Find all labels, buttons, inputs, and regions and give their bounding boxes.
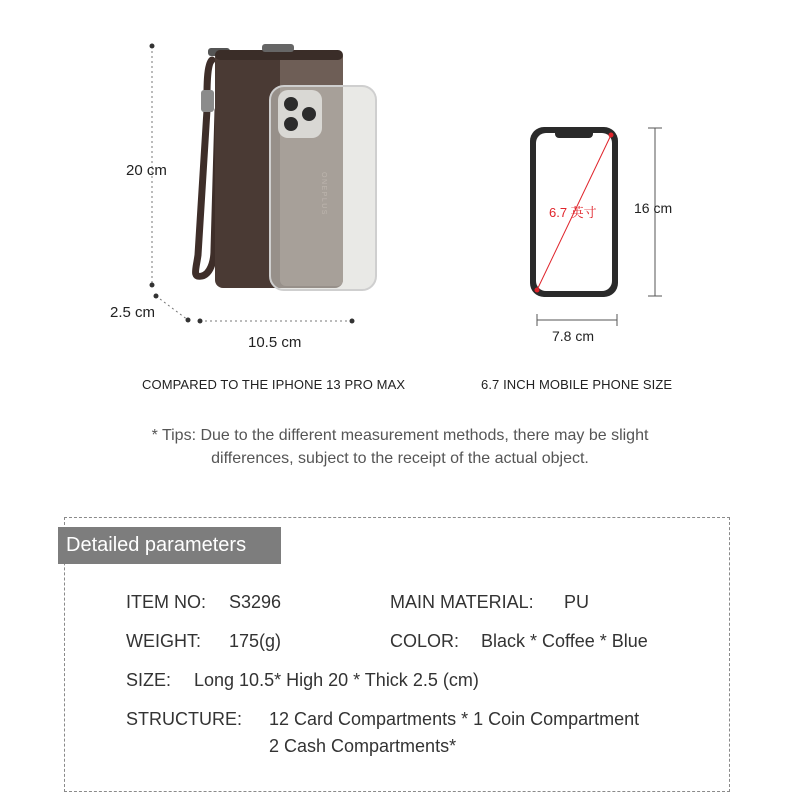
material-label: MAIN MATERIAL: bbox=[390, 592, 534, 612]
wallet-brand-text: ONEPLUS bbox=[320, 172, 327, 216]
structure-line-2: 2 Cash Compartments* bbox=[269, 736, 457, 756]
tips-line-2: differences, subject to the receipt of the actual object. bbox=[211, 450, 589, 467]
size-value: Long 10.5* High 20 * Thick 2.5 (cm) bbox=[194, 670, 479, 690]
structure-line-1: 12 Card Compartments * 1 Coin Compartment bbox=[269, 709, 640, 729]
weight-value: 175(g) bbox=[229, 631, 282, 651]
wallet-width-label: 10.5 cm bbox=[248, 334, 302, 351]
parameters-title: Detailed parameters bbox=[58, 527, 281, 564]
item-no-label: ITEM NO: bbox=[126, 592, 206, 612]
phone-diagonal-label: 6.7 英寸 bbox=[549, 205, 597, 220]
weight-label: WEIGHT: bbox=[126, 631, 201, 651]
phone-caption: 6.7 INCH MOBILE PHONE SIZE bbox=[481, 377, 673, 392]
material-value: PU bbox=[564, 592, 590, 612]
wallet-height-label: 20 cm bbox=[126, 162, 167, 179]
phone-height-label: 16 cm bbox=[634, 200, 673, 216]
size-label: SIZE: bbox=[126, 670, 172, 690]
color-label: COLOR: bbox=[390, 631, 460, 651]
item-no-value: S3296 bbox=[229, 592, 282, 612]
structure-label: STRUCTURE: bbox=[126, 709, 242, 729]
color-value: Black * Coffee * Blue bbox=[481, 631, 648, 651]
wallet-caption: COMPARED TO THE IPHONE 13 PRO MAX bbox=[142, 377, 406, 392]
tips-note bbox=[0, 424, 800, 470]
phone-width-label: 7.8 cm bbox=[552, 328, 595, 344]
tips-line-1: * Tips: Due to the different measurement methods, there may be slight bbox=[151, 427, 649, 444]
wallet-thickness-label: 2.5 cm bbox=[110, 304, 156, 321]
